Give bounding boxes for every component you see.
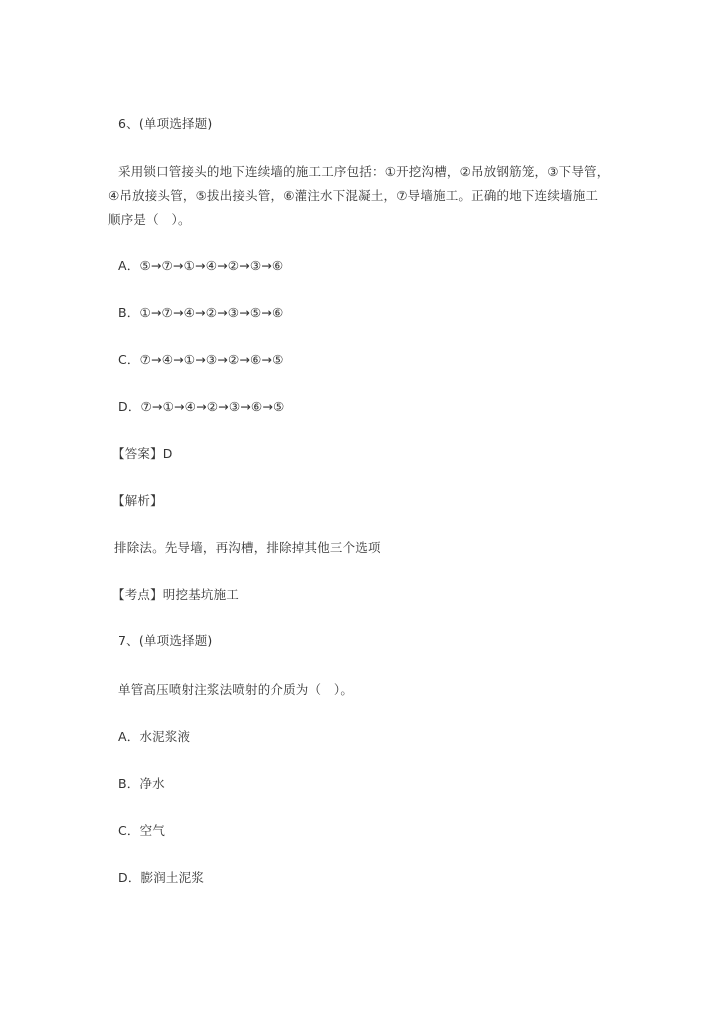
q6-key-point: 【考点】明挖基坑施工 — [112, 587, 240, 602]
q6-option-b: B．①→⑦→④→②→③→⑤→⑥ — [118, 305, 284, 320]
q6-stem-line-3: 顺序是（ ）。 — [108, 212, 191, 227]
q7-stem: 单管高压喷射注浆法喷射的介质为（ ）。 — [118, 682, 354, 697]
q6-option-c: C．⑦→④→①→③→②→⑥→⑤ — [118, 352, 284, 367]
q6-option-d: D．⑦→①→④→②→③→⑥→⑤ — [118, 399, 285, 414]
q7-option-c: C．空气 — [118, 823, 166, 838]
q7-option-a: A．水泥浆液 — [118, 729, 191, 744]
q7-option-d: D．膨润土泥浆 — [118, 870, 205, 885]
q7-option-b: B．净水 — [118, 776, 165, 791]
q7-header: 7、(单项选择题) — [118, 633, 213, 648]
q6-stem-line-1: 采用锁口管接头的地下连续墙的施工工序包括：①开挖沟槽，②吊放钢筋笼，③下导管， — [118, 164, 610, 179]
q6-option-a: A．⑤→⑦→①→④→②→③→⑥ — [118, 258, 284, 273]
q6-analysis-text: 排除法。先导墙，再沟槽，排除掉其他三个选项 — [114, 540, 381, 555]
q6-answer: 【答案】D — [112, 446, 173, 461]
q6-stem-line-2: ④吊放接头管，⑤拔出接头管，⑥灌注水下混凝土，⑦导墙施工。正确的地下连续墙施工 — [108, 188, 599, 203]
q6-analysis-label: 【解析】 — [112, 493, 163, 508]
q6-header: 6、(单项选择题) — [118, 116, 213, 131]
